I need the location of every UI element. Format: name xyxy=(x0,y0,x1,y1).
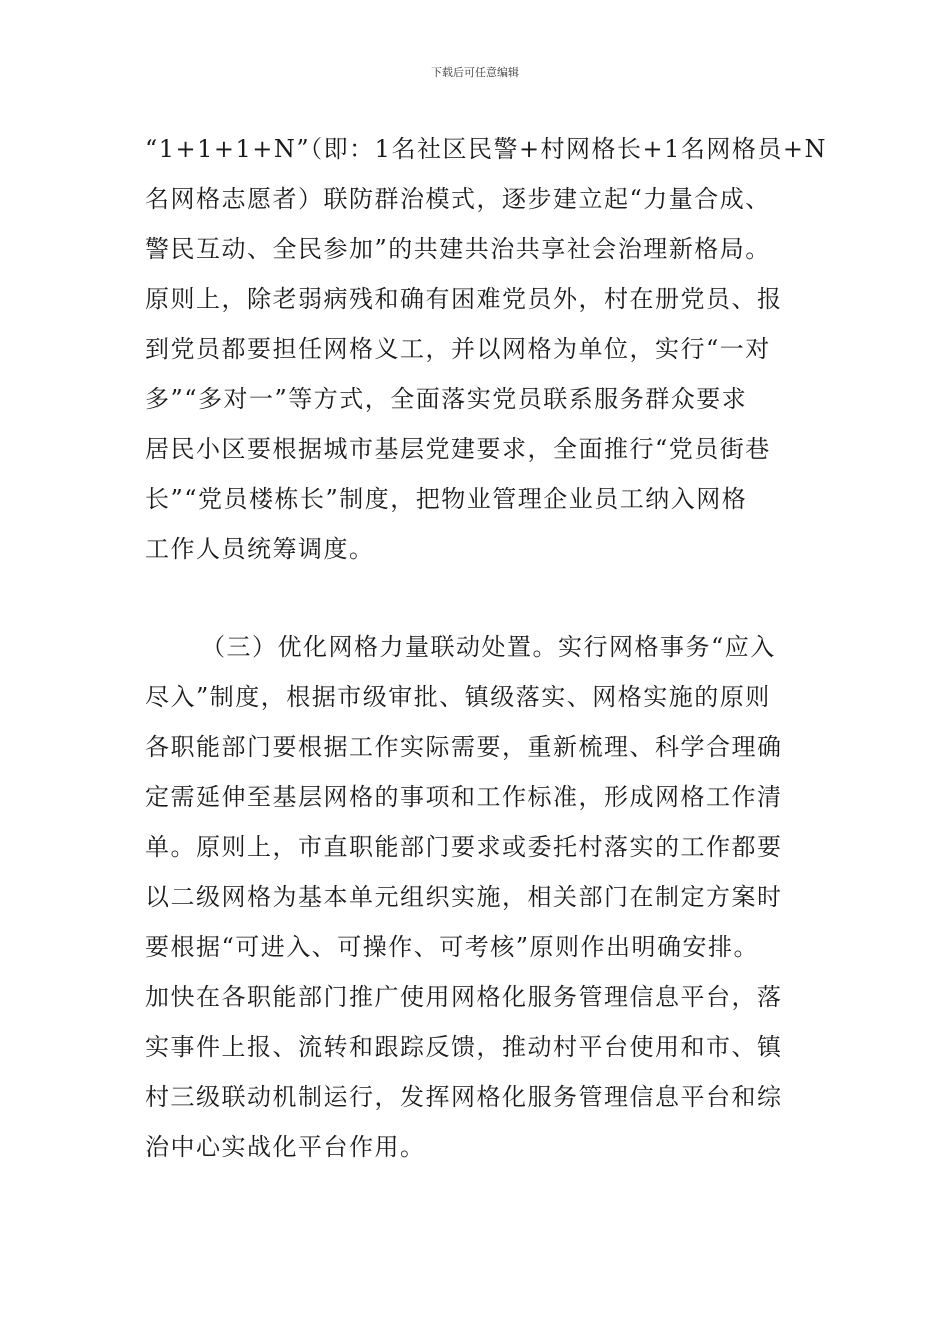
paragraph-2-text xyxy=(145,622,810,1172)
text-line: 定需延伸至基层网格的事项和工作标准，形成网格工作清 xyxy=(145,783,783,811)
text-line: 长”“党员楼栋长”制度，把物业管理企业员工纳入网格 xyxy=(145,485,748,513)
text-line: 实事件上报、流转和跟踪反馈，推动村平台使用和市、镇 xyxy=(145,1033,783,1061)
text-line: 各职能部门要根据工作实际需要，重新梳理、科学合理确 xyxy=(145,733,783,761)
text-line: 到党员都要担任网格义工，并以网格为单位，实行“一对 xyxy=(145,335,771,363)
text-line: 居民小区要根据城市基层党建要求，全面推行“党员街巷 xyxy=(145,435,771,463)
text-line: “1+1+1+N”（即：1名社区民警+村网格长+1名网格员+N xyxy=(145,135,828,163)
text-line: 警民互动、全民参加”的共建共治共享社会治理新格局。 xyxy=(145,235,771,263)
text-line: 名网格志愿者）联防群治模式，逐步建立起“力量合成、 xyxy=(145,185,771,213)
text-line: 单。原则上，市直职能部门要求或委托村落实的工作都要 xyxy=(145,833,783,861)
paragraph-1 xyxy=(145,124,828,574)
text-line: 治中心实战化平台作用。 xyxy=(145,1133,426,1161)
text-line: 尽入”制度，根据市级审批、镇级落实、网格实施的原则 xyxy=(145,683,771,711)
text-line: 原则上，除老弱病残和确有困难党员外，村在册党员、报 xyxy=(145,285,783,313)
text-line: 工作人员统筹调度。 xyxy=(145,535,375,563)
text-line: 要根据“可进入、可操作、可考核”原则作出明确安排。 xyxy=(145,933,760,961)
paragraph-2 xyxy=(145,622,810,1172)
text-line: （三）优化网格力量联动处置。实行网格事务“应入 xyxy=(201,633,776,661)
paragraph-1-text xyxy=(145,124,828,574)
text-line: 村三级联动机制运行，发挥网格化服务管理信息平台和综 xyxy=(145,1083,783,1111)
text-line: 以二级网格为基本单元组织实施，相关部门在制定方案时 xyxy=(145,883,783,911)
text-line: 加快在各职能部门推广使用网格化服务管理信息平台，落 xyxy=(145,983,783,1011)
page-header-note: 下载后可任意编辑 xyxy=(431,66,519,79)
text-line: 多”“多对一”等方式，全面落实党员联系服务群众要求 xyxy=(145,385,748,413)
